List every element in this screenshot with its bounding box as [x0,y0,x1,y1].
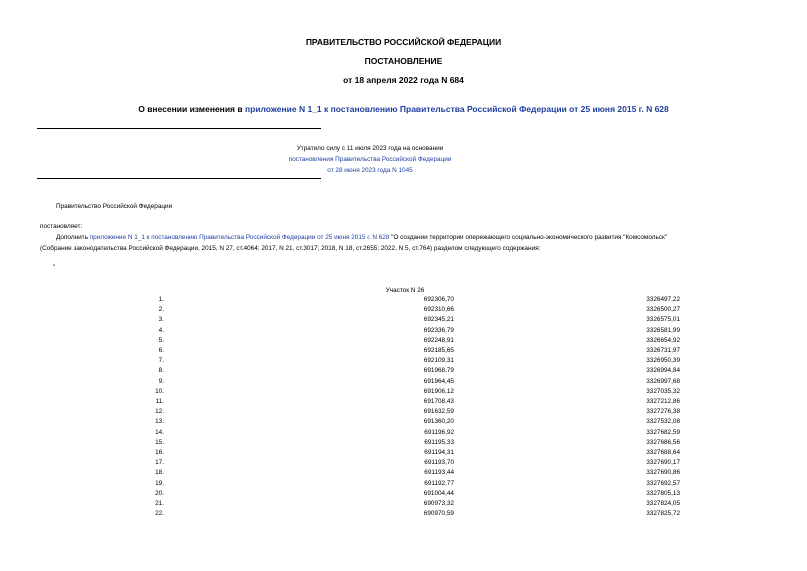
table-row [60,397,680,407]
quote-mark: " [53,264,56,271]
point-number: 11. [155,398,164,406]
table-row [60,468,680,478]
point-number: 20. [155,489,164,497]
divider-bottom [37,178,321,179]
title-prefix: О внесении изменения в [138,104,245,114]
point-number: 21. [155,500,164,508]
table-row [60,377,680,387]
point-number: 22. [155,510,164,518]
paragraph-mid: "О создании территории опережающего социально-экономического развития "Комсомольск" [389,234,668,241]
y-coordinate: 3326950,39 [646,357,680,365]
x-coordinate: 691195,33 [424,438,454,446]
paragraph-link-appendix[interactable]: приложение N 1_1 к постановлению Правительства Российской Федерации от 25 июня 2015 г. N 628 [89,234,390,241]
repeal-note-link-date[interactable]: от 28 июня 2023 года N 1045 [327,167,413,174]
repeal-note-text: Утратило силу с 11 июля 2023 года на основании [296,145,444,152]
table-row [60,428,680,438]
x-coordinate: 692109,31 [423,357,454,365]
point-number: 16. [155,449,164,457]
y-coordinate: 3327692,57 [646,479,680,487]
point-number: 6. [158,347,164,355]
table-row [60,295,680,305]
point-number: 2. [158,306,164,314]
x-coordinate: 691360,20 [423,418,454,426]
point-number: 5. [158,336,164,344]
section-title: Участок N 26 [385,287,425,294]
divider-top [37,128,321,129]
point-number: 15. [155,438,164,446]
decrees-text: постановляет: [40,223,83,230]
y-coordinate: 3327682,59 [646,428,680,436]
x-coordinate: 692248,91 [423,336,454,344]
table-row [60,417,680,427]
point-number: 19. [155,479,164,487]
x-coordinate: 691708,43 [423,398,454,406]
x-coordinate: 691192,77 [424,479,454,487]
point-number: 13. [155,418,164,426]
paragraph-line2: (Собрание законодательства Российской Федерации, 2015, N 27, ст.4064; 2017, N 21, ст.3017; 2018, N 18, ст.2655; 2022, N 5, ст.764) разделом следующего содержания: [40,245,541,252]
y-coordinate: 3326575,01 [646,316,680,324]
repeal-note [180,143,560,176]
y-coordinate: 3327824,05 [646,500,680,508]
x-coordinate: 692306,70 [423,296,454,303]
table-row [60,509,680,519]
x-coordinate: 690970,59 [423,510,454,518]
table-row [60,407,680,417]
table-row [60,499,680,509]
y-coordinate: 3326497,22 [646,296,680,303]
y-coordinate: 3327212,86 [646,398,680,406]
table-row [60,326,680,336]
y-coordinate: 3327825,72 [646,510,680,518]
amendment-paragraph [56,234,756,241]
y-coordinate: 3326500,27 [646,306,680,314]
point-number: 9. [158,377,164,385]
header-government: ПРАВИТЕЛЬСТВО РОССИЙСКОЙ ФЕДЕРАЦИИ [305,37,502,47]
y-coordinate: 3327035,32 [646,387,680,395]
table-row [60,336,680,346]
x-coordinate: 692345,21 [423,316,454,324]
header-document-type: ПОСТАНОВЛЕНИЕ [364,56,443,66]
table-row [60,315,680,325]
y-coordinate: 3326581,99 [646,326,680,334]
x-coordinate: 690973,32 [423,500,454,508]
y-coordinate: 3327805,13 [646,489,680,497]
point-number: 8. [158,367,164,375]
x-coordinate: 692185,65 [423,347,454,355]
point-number: 1. [158,296,164,303]
table-row [60,458,680,468]
point-number: 12. [155,408,164,416]
paragraph-start: Дополнить [56,234,90,241]
x-coordinate: 691193,70 [424,459,454,467]
point-number: 4. [158,326,164,334]
point-number: 3. [158,316,164,324]
table-row [60,387,680,397]
y-coordinate: 3326731,97 [646,347,680,355]
y-coordinate: 3326654,92 [646,336,680,344]
x-coordinate: 691906,12 [423,387,454,395]
x-coordinate: 691964,45 [423,377,454,385]
coordinates-table [60,295,680,519]
y-coordinate: 3326997,68 [646,377,680,385]
table-row [60,479,680,489]
document-title [0,104,807,114]
y-coordinate: 3327690,17 [646,459,680,467]
x-coordinate: 691632,59 [423,408,454,416]
point-number: 17. [155,459,164,467]
table-row [60,366,680,376]
y-coordinate: 3327686,56 [646,438,680,446]
x-coordinate: 692336,79 [423,326,454,334]
x-coordinate: 692310,66 [423,306,454,314]
repeal-note-link-decree[interactable]: постановления Правительства Российской Федерации [288,156,452,163]
header-date-number: от 18 апреля 2022 года N 684 [343,75,464,85]
table-row [60,448,680,458]
point-number: 14. [155,428,164,436]
table-row [60,356,680,366]
table-row [60,489,680,499]
x-coordinate: 691193,44 [424,469,454,477]
point-number: 10. [155,387,164,395]
y-coordinate: 3326994,84 [646,367,680,375]
y-coordinate: 3327276,38 [646,408,680,416]
x-coordinate: 691196,92 [424,428,454,436]
point-number: 18. [155,469,164,477]
table-row [60,305,680,315]
point-number: 7. [158,357,164,365]
table-row [60,346,680,356]
title-link[interactable]: приложение N 1_1 к постановлению Правительства Российской Федерации от 25 июня 2015 г. N 628 [244,104,669,114]
y-coordinate: 3327532,08 [646,418,680,426]
issuer-text: Правительство Российской Федерации [56,203,173,210]
y-coordinate: 3327690,86 [646,469,680,477]
x-coordinate: 691968,79 [423,367,454,375]
x-coordinate: 691194,31 [424,449,454,457]
x-coordinate: 691004,44 [423,489,454,497]
y-coordinate: 3327688,64 [646,449,680,457]
table-row [60,438,680,448]
